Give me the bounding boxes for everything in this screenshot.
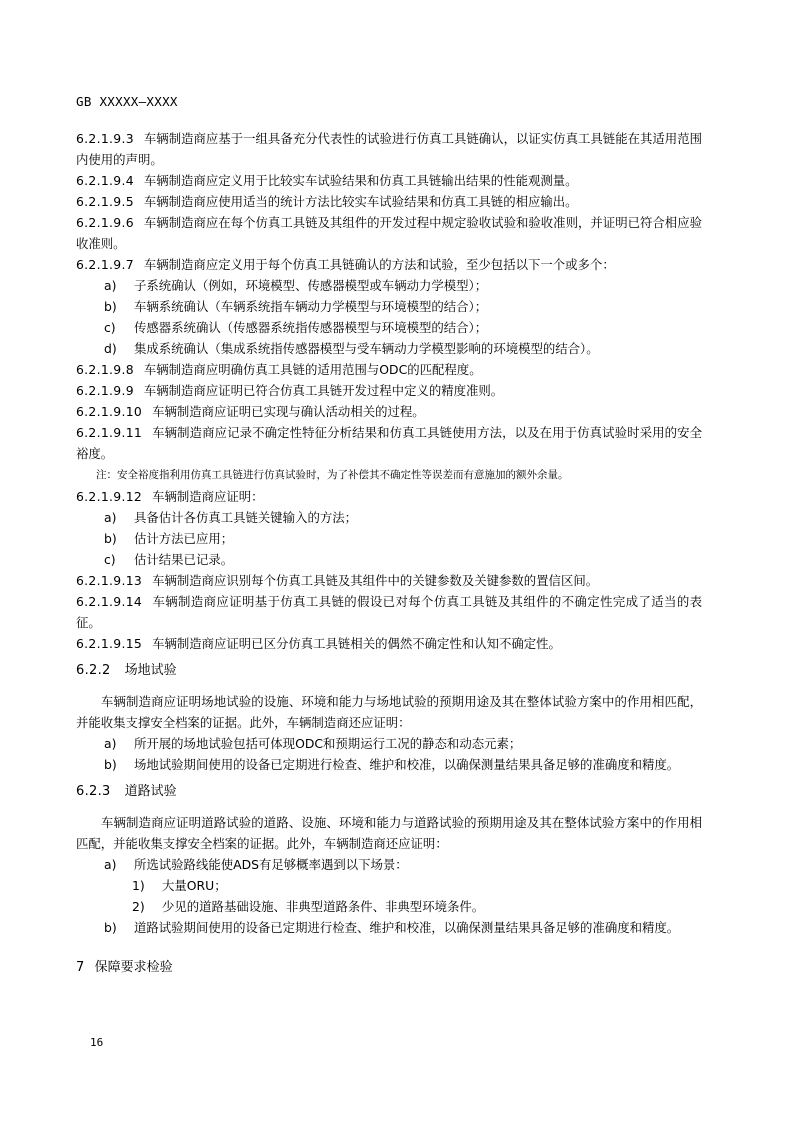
- clause: [76, 170, 702, 191]
- page-number: 16: [90, 1036, 104, 1049]
- list-item: [76, 275, 702, 296]
- document-body: [76, 128, 702, 979]
- clause: [76, 591, 702, 633]
- clause-number: 6.2.1.9.4: [76, 173, 134, 188]
- list-text: 估计结果已记录。: [134, 552, 234, 567]
- list-item: [76, 917, 702, 938]
- list-item: [76, 549, 702, 570]
- chapter-title: 保障要求检验: [94, 960, 173, 975]
- section-heading: [76, 660, 702, 682]
- clause: [76, 128, 702, 170]
- list-item: [76, 317, 702, 338]
- list-text: 具备估计各仿真工具链关键输入的方法；: [134, 510, 358, 525]
- paragraph: 车辆制造商应证明道路试验的道路、设施、环境和能力与道路试验的预期用途及其在整体试验方案中的作用相匹配，并能收集支撑安全档案的证据。此外，车辆制造商还应证明：: [76, 815, 702, 851]
- section-number: 6.2.3: [76, 784, 111, 799]
- list-item: [76, 754, 702, 775]
- list-marker: b): [104, 299, 117, 314]
- clause: [76, 570, 702, 591]
- clause-number: 6.2.1.9.7: [76, 257, 134, 272]
- clause: [76, 191, 702, 212]
- list-text: 场地试验期间使用的设备已定期进行检查、维护和校准，以确保测量结果具备足够的准确度和精度。: [134, 757, 680, 772]
- clause-number: 6.2.1.9.6: [76, 215, 134, 230]
- clause-number: 6.2.1.9.3: [76, 131, 134, 146]
- clause-text: 车辆制造商应识别每个仿真工具链及其组件中的关键参数及关键参数的置信区间。: [152, 573, 599, 588]
- section-number: 6.2.2: [76, 663, 111, 678]
- clause-number: 6.2.1.9.5: [76, 194, 134, 209]
- clause-text: 车辆制造商应基于一组具备充分代表性的试验进行仿真工具链确认，以证实仿真工具链能在其适用范围内使用的声明。: [76, 131, 702, 167]
- clause-number: 6.2.1.9.12: [76, 489, 143, 504]
- list-marker: d): [104, 341, 117, 356]
- clause-text: 车辆制造商应证明：: [152, 489, 264, 504]
- list-item: [76, 338, 702, 359]
- clause-number: 6.2.1.9.15: [76, 636, 143, 651]
- list-text: 道路试验期间使用的设备已定期进行检查、维护和校准，以确保测量结果具备足够的准确度和精度。: [134, 920, 680, 935]
- clause-number: 6.2.1.9.14: [76, 594, 143, 609]
- list-marker: c): [104, 552, 116, 567]
- list-marker: 2): [132, 899, 145, 914]
- chapter-number: 7: [76, 960, 85, 975]
- list-text: 子系统确认（例如，环境模型、传感器模型或车辆动力学模型）；: [134, 278, 488, 293]
- document-code-header: GB XXXXX—XXXX: [76, 94, 178, 109]
- paragraph: 车辆制造商应证明场地试验的设施、环境和能力与场地试验的预期用途及其在整体试验方案中的作用相匹配，并能收集支撑安全档案的证据。此外，车辆制造商还应证明：: [76, 694, 702, 730]
- list-marker: c): [104, 320, 116, 335]
- clause-text: 车辆制造商应证明已区分仿真工具链相关的偶然不确定性和认知不确定性。: [152, 636, 561, 651]
- list-item: [76, 528, 702, 549]
- clause: [76, 359, 702, 380]
- list-text: 集成系统确认（集成系统指传感器模型与受车辆动力学模型影响的环境模型的结合）。: [134, 341, 599, 356]
- list-text: 大量ORU；: [162, 878, 227, 893]
- clause-text: 车辆制造商应定义用于每个仿真工具链确认的方法和试验，至少包括以下一个或多个：: [143, 257, 615, 272]
- list-text: 少见的道路基础设施、非典型道路条件、非典型环境条件。: [162, 899, 485, 914]
- list-text: 所选试验路线能使ADS有足够概率遇到以下场景：: [134, 857, 408, 872]
- clause-number: 6.2.1.9.11: [76, 425, 143, 440]
- clause-text: 车辆制造商应定义用于比较实车试验结果和仿真工具链输出结果的性能观测量。: [143, 173, 578, 188]
- list-item: [76, 733, 702, 754]
- clause: [76, 486, 702, 507]
- list-item: [76, 854, 702, 875]
- clause-text: 车辆制造商应记录不确定性特征分析结果和仿真工具链使用方法，以及在用于仿真试验时采用的安全裕度。: [76, 425, 702, 461]
- section-title: 场地试验: [124, 663, 177, 678]
- clause-number: 6.2.1.9.9: [76, 383, 134, 398]
- clause-text: 车辆制造商应证明已符合仿真工具链开发过程中定义的精度准则。: [143, 383, 504, 398]
- list-marker: b): [104, 757, 117, 772]
- list-marker: b): [104, 920, 117, 935]
- list-marker: b): [104, 531, 117, 546]
- clause-text: 车辆制造商应证明基于仿真工具链的假设已对每个仿真工具链及其组件的不确定性完成了适当的表征。: [76, 594, 702, 630]
- list-marker: a): [104, 278, 117, 293]
- clause-text: 车辆制造商应在每个仿真工具链及其组件的开发过程中规定验收试验和验收准则，并证明已符合相应验收准则。: [76, 215, 702, 251]
- list-text: 所开展的场地试验包括可体现ODC和预期运行工况的静态和动态元素；: [134, 736, 522, 751]
- clause-number: 6.2.1.9.8: [76, 362, 134, 377]
- sub-list-item: [76, 896, 702, 917]
- chapter-heading: [76, 957, 702, 979]
- list-item: [76, 507, 702, 528]
- clause: [76, 212, 702, 254]
- list-marker: a): [104, 736, 117, 751]
- sub-list-item: [76, 875, 702, 896]
- clause-text: 车辆制造商应证明已实现与确认活动相关的过程。: [152, 404, 425, 419]
- list-item: [76, 296, 702, 317]
- clause: [76, 633, 702, 654]
- list-marker: 1): [132, 878, 145, 893]
- clause-number: 6.2.1.9.10: [76, 404, 143, 419]
- clause: [76, 401, 702, 422]
- note: 注：安全裕度指利用仿真工具链进行仿真试验时，为了补偿其不确定性等误差而有意施加的额外余量。: [96, 469, 569, 481]
- list-text: 车辆系统确认（车辆系统指车辆动力学模型与环境模型的结合）；: [134, 299, 488, 314]
- clause: [76, 380, 702, 401]
- list-marker: a): [104, 510, 117, 525]
- clause-text: 车辆制造商应使用适当的统计方法比较实车试验结果和仿真工具链的相应输出。: [143, 194, 578, 209]
- clause: [76, 254, 702, 275]
- section-heading: [76, 781, 702, 803]
- list-text: 估计方法已应用；: [134, 531, 234, 546]
- list-text: 传感器系统确认（传感器系统指传感器模型与环境模型的结合）；: [134, 320, 488, 335]
- section-title: 道路试验: [124, 784, 177, 799]
- clause-text: 车辆制造商应明确仿真工具链的适用范围与ODC的匹配程度。: [143, 362, 482, 377]
- list-marker: a): [104, 857, 117, 872]
- clause-number: 6.2.1.9.13: [76, 573, 143, 588]
- clause: [76, 422, 702, 464]
